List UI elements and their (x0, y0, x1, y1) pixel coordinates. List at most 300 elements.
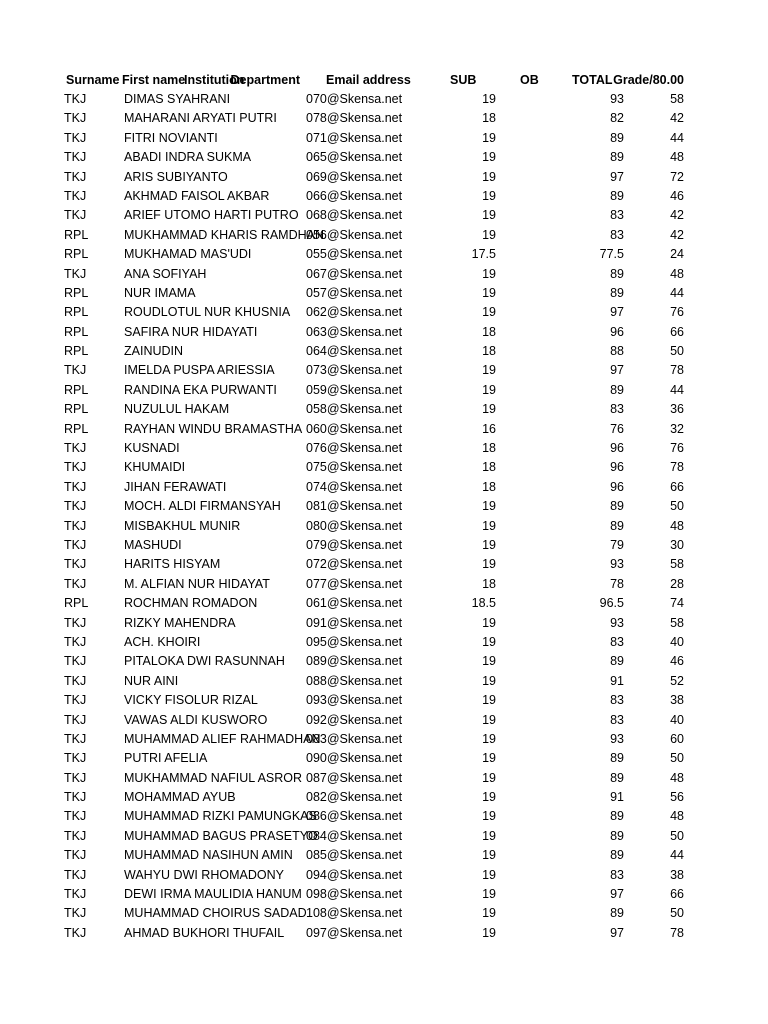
sub-cell: 19 (482, 867, 496, 882)
table-row (0, 129, 768, 148)
email-cell: 064@Skensa.net (306, 344, 403, 359)
first-name-cell: ANA SOFIYAH (124, 266, 207, 281)
email-cell: 073@Skensa.net (306, 363, 403, 378)
sub-cell: 19 (482, 751, 496, 766)
grade-spreadsheet (0, 70, 768, 943)
table-row (0, 323, 768, 342)
surname-cell: TKJ (64, 790, 87, 805)
grade-cell: 44 (670, 285, 684, 300)
table-row (0, 904, 768, 923)
table-row (0, 788, 768, 807)
first-name-cell: ACH. KHOIRI (124, 634, 201, 649)
email-cell: 097@Skensa.net (306, 925, 403, 940)
grade-cell: 40 (670, 634, 684, 649)
first-name-cell: MASHUDI (124, 537, 182, 552)
first-name-cell: DIMAS SYAHRANI (124, 92, 231, 106)
email-cell: 072@Skensa.net (306, 557, 403, 572)
grade-cell: 48 (670, 518, 684, 533)
email-cell: 067@Skensa.net (306, 266, 403, 281)
table-row (0, 827, 768, 846)
total-cell: 96 (610, 324, 624, 339)
table-row (0, 284, 768, 303)
grade-cell: 50 (670, 906, 684, 921)
total-cell: 93 (610, 615, 624, 630)
total-cell: 83 (610, 712, 624, 727)
total-cell: 83 (610, 227, 624, 242)
first-name-cell: MUHAMMAD NASIHUN AMIN (124, 848, 293, 863)
sub-cell: 19 (482, 673, 496, 688)
sub-cell: 19 (482, 731, 496, 746)
total-cell: 97 (610, 169, 624, 184)
sub-cell: 19 (482, 887, 496, 902)
email-cell: 059@Skensa.net (306, 382, 403, 397)
surname-cell: TKJ (64, 208, 87, 223)
email-cell: 068@Skensa.net (306, 208, 403, 223)
sub-cell: 18 (482, 576, 496, 591)
email-cell: 085@Skensa.net (306, 848, 403, 863)
total-cell: 91 (610, 673, 624, 688)
total-cell: 89 (610, 266, 624, 281)
total-cell: 89 (610, 848, 624, 863)
sub-cell: 19 (482, 266, 496, 281)
total-cell: 89 (610, 751, 624, 766)
surname-cell: TKJ (64, 634, 87, 649)
sub-cell: 19 (482, 537, 496, 552)
sub-cell: 19 (482, 518, 496, 533)
surname-cell: TKJ (64, 169, 87, 184)
table-row (0, 672, 768, 691)
first-name-cell: AKHMAD FAISOL AKBAR (124, 188, 270, 203)
first-name-cell: MAHARANI ARYATI PUTRI (124, 111, 277, 126)
surname-cell: TKJ (64, 848, 87, 863)
email-cell: 060@Skensa.net (306, 421, 403, 436)
email-cell: 069@Skensa.net (306, 169, 403, 184)
table-row (0, 807, 768, 826)
surname-cell: RPL (64, 305, 89, 320)
surname-cell: TKJ (64, 518, 87, 533)
surname-cell: TKJ (64, 479, 87, 494)
sub-cell: 19 (482, 828, 496, 843)
email-cell: 074@Skensa.net (306, 479, 403, 494)
first-name-cell: MUHAMMAD RIZKI PAMUNGKAS (124, 809, 317, 824)
email-cell: 094@Skensa.net (306, 867, 403, 882)
sub-cell: 18.5 (471, 596, 496, 611)
grade-cell: 24 (670, 247, 684, 262)
table-row (0, 187, 768, 206)
first-name-cell: NUZULUL HAKAM (124, 402, 230, 417)
email-cell: 090@Skensa.net (306, 751, 403, 766)
sub-cell: 19 (482, 654, 496, 669)
sub-cell: 16 (482, 421, 496, 436)
grade-cell: 38 (670, 867, 684, 882)
table-row (0, 594, 768, 613)
header-department (230, 70, 300, 90)
sub-cell: 19 (482, 499, 496, 514)
email-cell: 076@Skensa.net (306, 441, 403, 456)
total-cell: 93 (610, 92, 624, 106)
table-row (0, 400, 768, 419)
table-row (0, 168, 768, 187)
grade-cell: 44 (670, 130, 684, 145)
sub-cell: 19 (482, 712, 496, 727)
sub-cell: 19 (482, 382, 496, 397)
surname-cell: TKJ (64, 499, 87, 514)
header-surname: Surname (66, 73, 120, 87)
email-cell: 092@Skensa.net (306, 712, 403, 727)
email-cell: 093@Skensa.net (306, 693, 403, 708)
surname-cell: TKJ (64, 809, 87, 824)
sub-cell: 19 (482, 402, 496, 417)
first-name-cell: ABADI INDRA SUKMA (124, 150, 252, 165)
surname-cell: TKJ (64, 111, 87, 126)
first-name-cell: ARIS SUBIYANTO (124, 169, 228, 184)
grade-cell: 58 (670, 92, 684, 106)
grade-cell: 60 (670, 731, 684, 746)
sub-cell: 19 (482, 305, 496, 320)
first-name-cell: ROCHMAN ROMADON (124, 596, 258, 611)
surname-cell: TKJ (64, 693, 87, 708)
sub-cell: 18 (482, 344, 496, 359)
grade-cell: 48 (670, 266, 684, 281)
total-cell: 93 (610, 731, 624, 746)
table-row (0, 652, 768, 671)
total-cell: 96 (610, 479, 624, 494)
header-total: TOTAL (572, 73, 613, 87)
table-row (0, 226, 768, 245)
email-cell: 056@Skensa.net (306, 227, 403, 242)
table-row (0, 924, 768, 943)
first-name-cell: RANDINA EKA PURWANTI (124, 382, 277, 397)
sub-cell: 17.5 (471, 247, 496, 262)
surname-cell: TKJ (64, 92, 87, 106)
email-cell: 089@Skensa.net (306, 654, 403, 669)
total-cell: 96 (610, 460, 624, 475)
surname-cell: TKJ (64, 887, 87, 902)
sub-cell: 19 (482, 188, 496, 203)
first-name-cell: ZAINUDIN (124, 344, 184, 359)
first-name-cell: M. ALFIAN NUR HIDAYAT (124, 576, 270, 591)
sub-cell: 19 (482, 809, 496, 824)
total-cell: 83 (610, 693, 624, 708)
sub-cell: 19 (482, 208, 496, 223)
total-cell: 96 (610, 441, 624, 456)
email-cell: 088@Skensa.net (306, 673, 403, 688)
email-cell: 079@Skensa.net (306, 537, 403, 552)
surname-cell: TKJ (64, 441, 87, 456)
email-cell: 082@Skensa.net (306, 790, 403, 805)
sub-cell: 19 (482, 227, 496, 242)
surname-cell: RPL (64, 285, 89, 300)
surname-cell: TKJ (64, 576, 87, 591)
total-cell: 97 (610, 305, 624, 320)
header-grade (613, 70, 684, 90)
sub-cell: 19 (482, 790, 496, 805)
table-row (0, 614, 768, 633)
table-row (0, 420, 768, 439)
table-row (0, 691, 768, 710)
sub-cell: 19 (482, 150, 496, 165)
surname-cell: TKJ (64, 615, 87, 630)
first-name-cell: SAFIRA NUR HIDAYATI (124, 324, 258, 339)
surname-cell: RPL (64, 227, 89, 242)
sub-cell: 18 (482, 324, 496, 339)
grade-cell: 76 (670, 441, 684, 456)
table-row (0, 575, 768, 594)
sub-cell: 19 (482, 169, 496, 184)
sub-cell: 19 (482, 92, 496, 106)
total-cell: 82 (610, 111, 624, 126)
surname-cell: TKJ (64, 770, 87, 785)
first-name-cell: MUKHAMMAD NAFIUL ASROR (124, 770, 303, 785)
first-name-cell: IMELDA PUSPA ARIESSIA (124, 363, 275, 378)
grade-cell: 32 (670, 421, 684, 436)
total-cell: 89 (610, 188, 624, 203)
surname-cell: RPL (64, 596, 89, 611)
surname-cell: RPL (64, 247, 89, 262)
grade-cell: 48 (670, 770, 684, 785)
grade-cell: 78 (670, 460, 684, 475)
grade-cell: 66 (670, 324, 684, 339)
total-cell: 97 (610, 925, 624, 940)
table-row (0, 478, 768, 497)
surname-cell: TKJ (64, 712, 87, 727)
email-cell: 062@Skensa.net (306, 305, 403, 320)
email-cell: 087@Skensa.net (306, 770, 403, 785)
surname-cell: TKJ (64, 731, 87, 746)
email-cell: 065@Skensa.net (306, 150, 403, 165)
surname-cell: TKJ (64, 828, 87, 843)
first-name-cell: RIZKY MAHENDRA (124, 615, 236, 630)
total-cell: 97 (610, 887, 624, 902)
first-name-cell: KHUMAIDI (124, 460, 186, 475)
surname-cell: TKJ (64, 867, 87, 882)
total-cell: 93 (610, 557, 624, 572)
first-name-cell: NUR IMAMA (124, 285, 196, 300)
first-name-cell: RAYHAN WINDU BRAMASTHA (124, 421, 303, 436)
total-cell: 83 (610, 402, 624, 417)
total-cell: 89 (610, 906, 624, 921)
surname-cell: TKJ (64, 460, 87, 475)
email-cell: 071@Skensa.net (306, 130, 403, 145)
surname-cell: RPL (64, 324, 89, 339)
grade-cell: 58 (670, 557, 684, 572)
email-cell: 084@Skensa.net (306, 828, 403, 843)
grade-cell: 30 (670, 537, 684, 552)
grade-cell: 50 (670, 499, 684, 514)
surname-cell: RPL (64, 382, 89, 397)
email-cell: 083@Skensa.net (306, 731, 403, 746)
grade-cell: 48 (670, 809, 684, 824)
table-row (0, 885, 768, 904)
grade-cell: 44 (670, 848, 684, 863)
email-cell: 086@Skensa.net (306, 809, 403, 824)
sub-cell: 19 (482, 848, 496, 863)
grade-cell: 50 (670, 344, 684, 359)
total-cell: 83 (610, 867, 624, 882)
table-row (0, 536, 768, 555)
surname-cell: TKJ (64, 188, 87, 203)
email-cell: 078@Skensa.net (306, 111, 403, 126)
grade-cell: 74 (670, 596, 684, 611)
first-name-cell: MUHAMMAD ALIEF RAHMADHAN (124, 731, 321, 746)
header-row (0, 70, 768, 90)
first-name-cell: MOCH. ALDI FIRMANSYAH (124, 499, 281, 514)
first-name-cell: DEWI IRMA MAULIDIA HANUM (124, 887, 302, 902)
total-cell: 89 (610, 809, 624, 824)
email-cell: 077@Skensa.net (306, 576, 403, 591)
table-row (0, 846, 768, 865)
first-name-cell: MUKHAMAD MAS'UDI (124, 247, 252, 262)
first-name-cell: MUKHAMMAD KHARIS RAMDHAN (124, 227, 325, 242)
email-cell: 075@Skensa.net (306, 460, 403, 475)
sub-cell: 19 (482, 925, 496, 940)
surname-cell: TKJ (64, 537, 87, 552)
first-name-cell: MISBAKHUL MUNIR (124, 518, 241, 533)
total-cell: 89 (610, 382, 624, 397)
email-cell: 080@Skensa.net (306, 518, 403, 533)
first-name-cell: VAWAS ALDI KUSWORO (124, 712, 268, 727)
surname-cell: TKJ (64, 130, 87, 145)
total-cell: 89 (610, 130, 624, 145)
table-row (0, 342, 768, 361)
table-row (0, 866, 768, 885)
sub-cell: 19 (482, 906, 496, 921)
table-row (0, 458, 768, 477)
table-row (0, 769, 768, 788)
grade-cell: 72 (670, 169, 684, 184)
first-name-cell: PUTRI AFELIA (124, 751, 208, 766)
total-cell: 89 (610, 285, 624, 300)
surname-cell: TKJ (64, 925, 87, 940)
total-cell: 83 (610, 208, 624, 223)
grade-cell: 50 (670, 751, 684, 766)
surname-cell: TKJ (64, 150, 87, 165)
sub-cell: 19 (482, 615, 496, 630)
first-name-cell: FITRI NOVIANTI (124, 130, 218, 145)
grade-cell: 28 (670, 576, 684, 591)
surname-cell: TKJ (64, 751, 87, 766)
table-row (0, 730, 768, 749)
email-cell: 098@Skensa.net (306, 887, 403, 902)
table-row (0, 517, 768, 536)
header-institution: Institution (184, 73, 245, 87)
grade-cell: 46 (670, 654, 684, 669)
first-name-cell: MOHAMMAD AYUB (124, 790, 236, 805)
surname-cell: RPL (64, 421, 89, 436)
grade-cell: 78 (670, 363, 684, 378)
email-cell: 070@Skensa.net (306, 92, 403, 106)
sub-cell: 19 (482, 285, 496, 300)
first-name-cell: MUHAMMAD BAGUS PRASETYO (124, 828, 318, 843)
total-cell: 89 (610, 499, 624, 514)
grade-cell: 42 (670, 208, 684, 223)
sub-cell: 19 (482, 557, 496, 572)
grade-cell: 50 (670, 828, 684, 843)
grade-cell: 42 (670, 227, 684, 242)
table-row (0, 381, 768, 400)
email-cell: 061@Skensa.net (306, 596, 403, 611)
first-name-cell: NUR AINI (124, 673, 179, 688)
email-cell: 066@Skensa.net (306, 188, 403, 203)
grade-cell: 58 (670, 615, 684, 630)
grade-cell: 40 (670, 712, 684, 727)
first-name-cell: WAHYU DWI RHOMADONY (124, 867, 284, 882)
surname-cell: RPL (64, 402, 89, 417)
email-cell: 057@Skensa.net (306, 285, 403, 300)
table-row (0, 749, 768, 768)
grade-cell: 56 (670, 790, 684, 805)
email-cell: 058@Skensa.net (306, 402, 403, 417)
first-name-cell: PITALOKA DWI RASUNNAH (124, 654, 285, 669)
grade-cell: 46 (670, 188, 684, 203)
table-row (0, 497, 768, 516)
surname-cell: TKJ (64, 557, 87, 572)
sub-cell: 19 (482, 770, 496, 785)
first-name-cell: AHMAD BUKHORI THUFAIL (124, 925, 285, 940)
total-cell: 78 (610, 576, 624, 591)
table-row (0, 109, 768, 128)
surname-cell: TKJ (64, 673, 87, 688)
sub-cell: 19 (482, 693, 496, 708)
email-cell: 081@Skensa.net (306, 499, 403, 514)
grade-cell: 76 (670, 305, 684, 320)
total-cell: 89 (610, 828, 624, 843)
total-cell: 88 (610, 344, 624, 359)
total-cell: 83 (610, 634, 624, 649)
sub-cell: 18 (482, 460, 496, 475)
table-row (0, 206, 768, 225)
table-body (0, 90, 768, 943)
table-row (0, 245, 768, 264)
table-row (0, 303, 768, 322)
first-name-cell: ARIEF UTOMO HARTI PUTRO (124, 208, 299, 223)
grade-cell: 36 (670, 402, 684, 417)
total-cell: 97 (610, 363, 624, 378)
surname-cell: TKJ (64, 266, 87, 281)
header-email: Email address (326, 73, 411, 87)
total-cell: 91 (610, 790, 624, 805)
sub-cell: 19 (482, 634, 496, 649)
grade-cell: 38 (670, 693, 684, 708)
total-cell: 79 (610, 537, 624, 552)
table-row (0, 90, 768, 109)
table-row (0, 361, 768, 380)
email-cell: 063@Skensa.net (306, 324, 403, 339)
first-name-cell: MUHAMMAD CHOIRUS SADAD (124, 906, 307, 921)
sub-cell: 19 (482, 130, 496, 145)
email-cell: 055@Skensa.net (306, 247, 403, 262)
table-row (0, 711, 768, 730)
first-name-cell: ROUDLOTUL NUR KHUSNIA (124, 305, 291, 320)
email-cell: 091@Skensa.net (306, 615, 403, 630)
table-row (0, 555, 768, 574)
table-row (0, 265, 768, 284)
surname-cell: RPL (64, 344, 89, 359)
total-cell: 89 (610, 150, 624, 165)
sub-cell: 18 (482, 479, 496, 494)
first-name-cell: KUSNADI (124, 441, 180, 456)
header-ob: OB (520, 73, 539, 87)
first-name-cell: HARITS HISYAM (124, 557, 221, 572)
grade-cell: 66 (670, 479, 684, 494)
total-cell: 96.5 (599, 596, 624, 611)
first-name-cell: JIHAN FERAWATI (124, 479, 227, 494)
email-cell: 108@Skensa.net (306, 906, 403, 921)
sub-cell: 18 (482, 111, 496, 126)
header-first-name: First name (122, 73, 186, 87)
surname-cell: TKJ (64, 654, 87, 669)
grade-cell: 42 (670, 111, 684, 126)
